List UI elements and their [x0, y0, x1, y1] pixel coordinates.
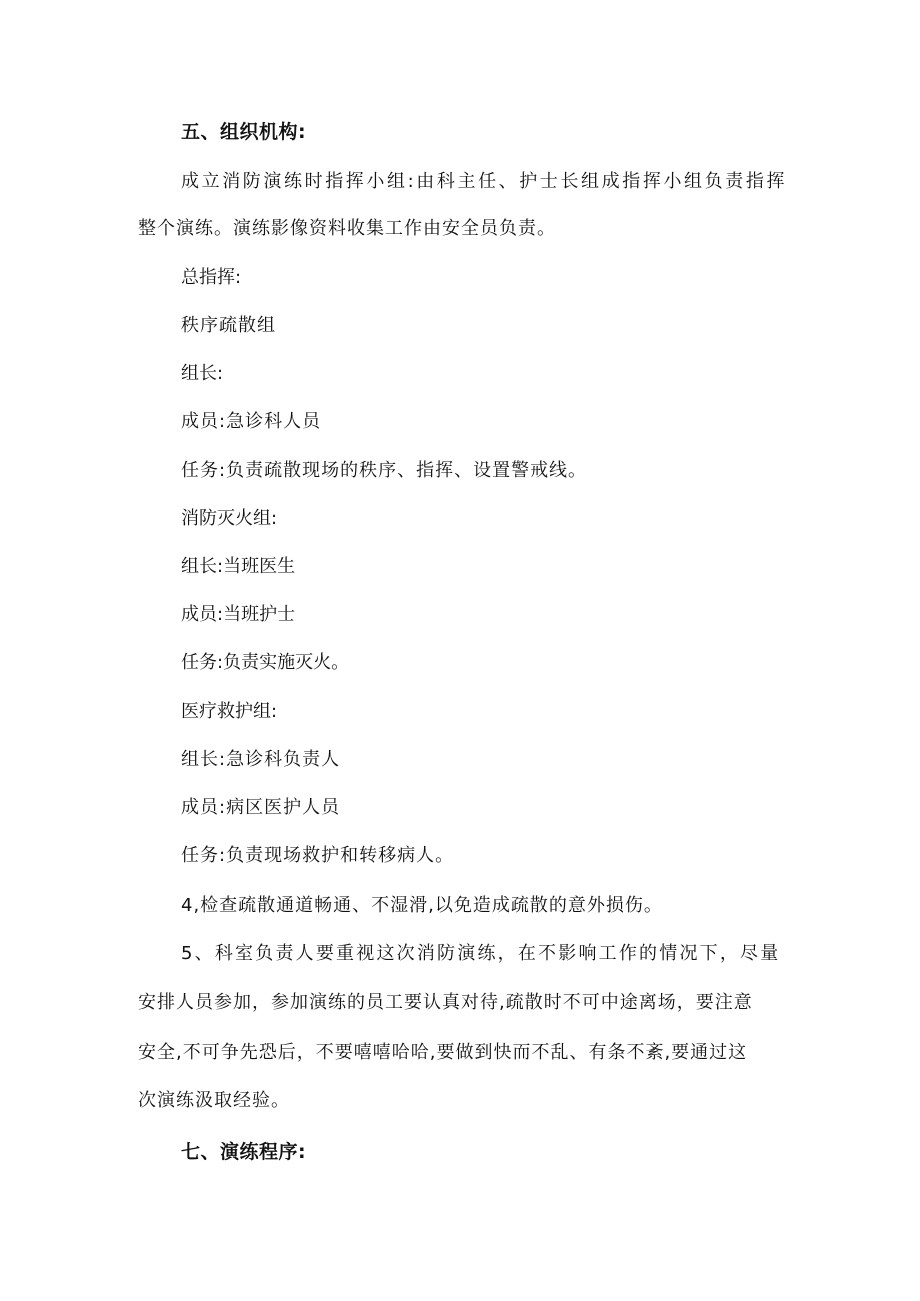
order-group-members: 成员:急诊科人员 [181, 411, 322, 432]
order-group-leader: 组长: [181, 363, 224, 384]
medical-group-leader: 组长:急诊科负责人 [181, 749, 341, 770]
fire-group-task: 任务:负责实施灭火。 [181, 652, 350, 673]
medical-group-title: 医疗救护组: [181, 701, 278, 722]
medical-group-task: 任务:负责现场救护和转移病人。 [181, 845, 455, 866]
item-5-paragraph-line-4: 次演练汲取经验。 [138, 1090, 290, 1111]
fire-group-leader: 组长:当班医生 [181, 556, 296, 577]
section-heading-drill-procedure: 七、演练程序: [181, 1141, 307, 1163]
chief-commander-label: 总指挥: [181, 267, 242, 288]
order-group-title: 秩序疏散组 [181, 315, 276, 336]
intro-paragraph-line-1: 成立消防演练时指挥小组:由科主任、护士长组成指挥小组负责指挥 [181, 171, 788, 192]
fire-group-members: 成员:当班护士 [181, 604, 296, 625]
item-5-paragraph-line-1: 5、科室负责人要重视这次消防演练，在不影响工作的情况下，尽量 [181, 943, 781, 964]
fire-group-title: 消防灭火组: [181, 508, 278, 529]
item-5-paragraph-line-2: 安排人员参加，参加演练的员工要认真对待,疏散时不可中途离场，要注意 [138, 992, 753, 1013]
medical-group-members: 成员:病区医护人员 [181, 797, 341, 818]
item-4-paragraph: 4,检查疏散通道畅通、不湿滑,以免造成疏散的意外损伤。 [181, 895, 663, 916]
item-5-paragraph-line-3: 安全,不可争先恐后，不要嘻嘻哈哈,要做到快而不乱、有条不紊,要通过这 [138, 1042, 748, 1063]
intro-paragraph-line-2: 整个演练。演练影像资料收集工作由安全员负责。 [138, 218, 556, 239]
order-group-task: 任务:负责疏散现场的秩序、指挥、设置警戒线。 [181, 460, 588, 481]
section-heading-organization: 五、组织机构: [181, 121, 307, 143]
